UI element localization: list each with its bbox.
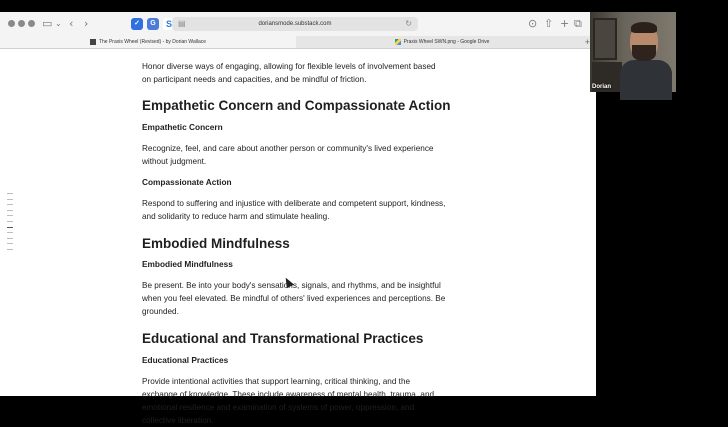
sidebar-chevron-icon[interactable]: ⌄	[55, 19, 62, 28]
shield-extension-icon[interactable]: ✓	[131, 18, 143, 30]
tab-praxis-wheel-article[interactable]	[0, 36, 296, 48]
url-text: doriansmode.substack.com	[258, 21, 332, 27]
participant-shoulders	[620, 60, 672, 100]
tab-google-drive[interactable]	[297, 36, 587, 48]
new-tab-icon[interactable]: +	[560, 17, 570, 30]
s-extension-icon[interactable]: S	[163, 18, 175, 30]
video-call-thumbnail[interactable]	[590, 12, 676, 92]
minimize-window-button[interactable]	[18, 20, 25, 27]
forward-icon[interactable]: ›	[84, 17, 89, 30]
paragraph-compassionate-action: Respond to suffering and injustice with deliberate and competent support, kindness, and solidarity to reduce harm and stimulate healing.	[142, 199, 446, 221]
paragraph-educational-practices: Provide intentional activities that support learning, critical thinking, and the exchange of knowledge. These include awareness of mental health, trauma, and emotional resilience and examination of systems of power, oppression, and collective liberation.	[142, 377, 435, 425]
subheading-educational-practices: Educational Practices	[142, 355, 229, 365]
zoom-window-button[interactable]	[28, 20, 35, 27]
paragraph-empathetic-concern: Recognize, feel, and care about another person or community's lived experience without judgment.	[142, 144, 434, 166]
paragraph-embodied-mindfulness: Be present. Be into your body's sensations, signals, and rhythms, and be insightful when you feel elevated. Be mindful of others' lived experiences and perceptions. Be grounded.	[142, 281, 446, 316]
google-drive-icon	[395, 39, 401, 45]
tab-title: Praxis Wheel SWN.png - Google Drive	[403, 39, 490, 45]
page-icon: ▤	[178, 19, 186, 28]
subheading-embodied-mindfulness: Embodied Mindfulness	[142, 259, 233, 269]
section-heading-educational: Educational and Transformational Practices	[142, 331, 424, 346]
close-window-button[interactable]	[8, 20, 15, 27]
address-bar[interactable]	[172, 17, 418, 31]
share-icon[interactable]: ⇧	[544, 17, 554, 30]
reload-icon[interactable]: ↻	[405, 19, 412, 28]
grammar-extension-icon[interactable]: G	[147, 18, 159, 30]
intro-paragraph: Honor diverse ways of engaging, allowing for flexible levels of involvement based on participant needs and capacities, and be mindful of friction.	[142, 62, 436, 84]
tab-overview-icon[interactable]: ⧉	[574, 17, 582, 30]
section-heading-empathetic: Empathetic Concern and Compassionate Action	[142, 98, 451, 113]
add-tab-icon[interactable]: +	[584, 37, 590, 47]
browser-window	[0, 12, 596, 425]
tab-title: The Praxis Wheel (Revised) - by Dorian Wallace	[98, 39, 207, 45]
download-icon[interactable]: ⊙	[528, 17, 538, 30]
back-icon[interactable]: ‹	[69, 17, 74, 30]
wall-art-picture	[593, 18, 617, 60]
subheading-empathetic-concern: Empathetic Concern	[142, 122, 223, 132]
table-of-contents-indicator[interactable]	[7, 193, 13, 255]
sidebar-toggle-icon[interactable]: ▭	[42, 17, 53, 30]
page-content[interactable]	[0, 49, 596, 425]
section-heading-embodied: Embodied Mindfulness	[142, 236, 290, 251]
tab-bar	[0, 36, 596, 49]
subheading-compassionate-action: Compassionate Action	[142, 177, 232, 187]
substack-favicon-icon	[90, 39, 96, 45]
browser-toolbar	[0, 12, 596, 36]
participant-name-label: Dorian	[592, 84, 612, 90]
